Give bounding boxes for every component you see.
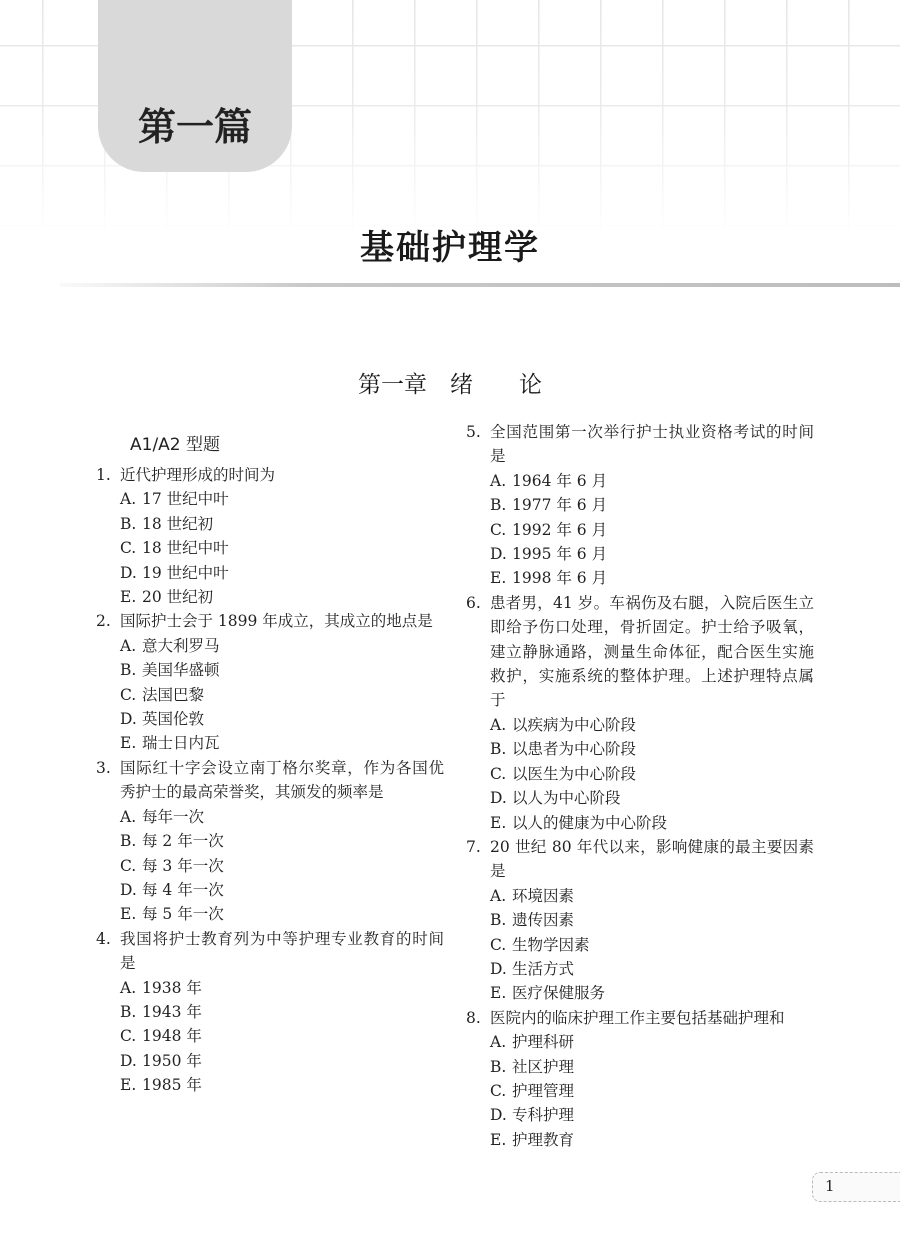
answer-option: [466, 933, 814, 957]
answer-option: [96, 902, 444, 926]
option-text: 英国伦敦: [142, 710, 205, 729]
option-letter: E.: [490, 813, 507, 832]
answer-option: [466, 542, 814, 566]
option-text: 护理科研: [512, 1033, 575, 1052]
question-number: 7.: [466, 837, 481, 856]
answer-option: [96, 1073, 444, 1097]
option-letter: B.: [120, 661, 137, 680]
question-list-left: [96, 463, 444, 1098]
option-text: 美国华盛顿: [142, 661, 220, 680]
question-type-heading: A1/A2 型题: [130, 435, 221, 455]
option-text: 护理教育: [512, 1130, 575, 1149]
option-letter: A.: [120, 490, 137, 509]
answer-option: [96, 536, 444, 560]
option-letter: B.: [490, 1057, 507, 1076]
option-letter: B.: [120, 832, 137, 851]
option-text: 以人为中心阶段: [512, 789, 621, 808]
option-letter: B.: [490, 496, 507, 515]
question-item: [466, 1006, 814, 1030]
option-letter: C.: [120, 1027, 137, 1046]
option-text: 每 3 年一次: [142, 856, 224, 875]
answer-option: [466, 1103, 814, 1127]
option-letter: E.: [120, 588, 137, 607]
option-text: 1948 年: [142, 1027, 202, 1046]
option-text: 1977 年 6 月: [512, 496, 608, 515]
option-text: 环境因素: [512, 886, 575, 905]
answer-option: [466, 713, 814, 737]
option-letter: C.: [490, 1081, 507, 1100]
option-text: 1964 年 6 月: [512, 471, 608, 490]
question-stem: 全国范围第一次举行护士执业资格考试的时间是: [490, 423, 814, 466]
option-letter: D.: [490, 789, 507, 808]
option-text: 每 5 年一次: [142, 905, 224, 924]
question-item: [466, 420, 814, 469]
answer-option: [466, 786, 814, 810]
option-letter: D.: [120, 880, 137, 899]
option-text: 意大利罗马: [142, 636, 220, 655]
option-letter: E.: [490, 569, 507, 588]
answer-option: [96, 634, 444, 658]
question-stem: 20 世纪 80 年代以来，影响健康的最主要因素是: [490, 837, 814, 881]
option-letter: D.: [120, 710, 137, 729]
option-text: 1938 年: [142, 978, 202, 997]
option-letter: B.: [120, 514, 137, 533]
left-column: [96, 430, 444, 1098]
option-letter: A.: [120, 807, 137, 826]
answer-option: [96, 829, 444, 853]
option-letter: B.: [120, 1002, 137, 1021]
option-letter: D.: [120, 1051, 137, 1070]
question-number: 5.: [466, 423, 481, 441]
option-text: 19 世纪中叶: [142, 563, 229, 582]
option-letter: C.: [120, 856, 137, 875]
question-item: [96, 756, 444, 805]
answer-option: [466, 518, 814, 542]
answer-option: [96, 707, 444, 731]
option-text: 以医生为中心阶段: [512, 764, 637, 783]
question-item: [466, 591, 814, 713]
option-text: 遗传因素: [512, 911, 575, 930]
option-text: 1992 年 6 月: [512, 520, 608, 539]
question-list-right: [466, 420, 814, 1152]
option-letter: C.: [120, 539, 137, 558]
answer-option: [466, 493, 814, 517]
header-divider: [60, 283, 900, 287]
answer-option: [466, 811, 814, 835]
answer-option: [96, 561, 444, 585]
answer-option: [466, 1079, 814, 1103]
question-stem: 国际红十字会设立南丁格尔奖章，作为各国优秀护士的最高荣誉奖，其颁发的频率是: [120, 758, 444, 802]
page-number: 1: [812, 1172, 900, 1202]
question-number: 8.: [466, 1008, 481, 1027]
question-stem: 医院内的临床护理工作主要包括基础护理和: [490, 1008, 785, 1027]
answer-option: [466, 1128, 814, 1152]
option-letter: A.: [490, 471, 507, 490]
option-letter: A.: [490, 715, 507, 734]
option-letter: E.: [490, 1130, 507, 1149]
answer-option: [466, 1055, 814, 1079]
answer-option: [466, 884, 814, 908]
answer-option: [96, 1049, 444, 1073]
option-text: 1985 年: [142, 1076, 202, 1095]
option-text: 法国巴黎: [142, 685, 205, 704]
option-text: 1998 年 6 月: [512, 569, 608, 588]
option-letter: B.: [490, 740, 507, 759]
answer-option: [96, 805, 444, 829]
question-number: 6.: [466, 593, 481, 612]
option-text: 专科护理: [512, 1106, 575, 1125]
option-text: 以疾病为中心阶段: [512, 715, 637, 734]
right-column: [466, 420, 814, 1152]
option-letter: C.: [490, 935, 507, 954]
option-letter: A.: [120, 978, 137, 997]
answer-option: [96, 585, 444, 609]
option-letter: D.: [490, 545, 507, 564]
question-number: 2.: [96, 612, 111, 631]
option-text: 18 世纪中叶: [142, 539, 229, 558]
answer-option: [96, 1024, 444, 1048]
question-number: 3.: [96, 758, 111, 777]
answer-option: [96, 878, 444, 902]
option-text: 生物学因素: [512, 935, 590, 954]
option-letter: E.: [120, 734, 137, 753]
option-letter: C.: [120, 685, 137, 704]
option-text: 每 2 年一次: [142, 832, 224, 851]
option-text: 1995 年 6 月: [512, 545, 608, 564]
option-text: 瑞士日内瓦: [142, 734, 220, 753]
answer-option: [466, 737, 814, 761]
question-number: 1.: [96, 466, 111, 484]
option-text: 以患者为中心阶段: [512, 740, 637, 759]
part-title: 第一篇: [137, 105, 252, 149]
option-letter: A.: [490, 886, 507, 905]
answer-option: [96, 487, 444, 511]
option-letter: D.: [490, 1106, 507, 1125]
answer-option: [96, 683, 444, 707]
option-text: 1950 年: [142, 1051, 202, 1070]
answer-option: [466, 957, 814, 981]
option-text: 社区护理: [512, 1057, 575, 1076]
question-stem: 近代护理形成的时间为: [120, 466, 276, 484]
answer-option: [466, 908, 814, 932]
answer-option: [96, 976, 444, 1000]
question-item: [96, 927, 444, 976]
option-letter: E.: [120, 905, 137, 924]
question-stem: 患者男，41 岁。车祸伤及右腿，入院后医生立即给予伤口处理，骨折固定。护士给予吸氧，建立静脉通路，测量生命体征，配合医生实施救护，实施系统的整体护理。上述护理特点属于: [490, 593, 814, 710]
option-text: 18 世纪初: [142, 514, 214, 533]
section-title: 基础护理学: [360, 228, 540, 268]
option-letter: D.: [120, 563, 137, 582]
option-text: 20 世纪初: [142, 588, 214, 607]
question-stem: 我国将护士教育列为中等护理专业教育的时间是: [120, 929, 444, 973]
option-letter: D.: [490, 959, 507, 978]
answer-option: [96, 658, 444, 682]
question-number: 4.: [96, 929, 111, 948]
option-text: 17 世纪中叶: [142, 490, 229, 509]
option-text: 1943 年: [142, 1002, 202, 1021]
answer-option: [466, 1030, 814, 1054]
option-letter: C.: [490, 520, 507, 539]
option-text: 每 4 年一次: [142, 880, 224, 899]
option-letter: E.: [120, 1076, 137, 1095]
chapter-title: 第一章 绪 论: [358, 372, 542, 398]
answer-option: [96, 1000, 444, 1024]
option-text: 医疗保健服务: [512, 984, 606, 1003]
answer-option: [466, 469, 814, 493]
question-stem: 国际护士会于 1899 年成立，其成立的地点是: [120, 612, 433, 631]
part-tab: [98, 0, 292, 172]
option-letter: C.: [490, 764, 507, 783]
answer-option: [466, 566, 814, 590]
question-item: [96, 463, 444, 487]
answer-option: [466, 981, 814, 1005]
question-item: [96, 609, 444, 633]
option-letter: E.: [490, 984, 507, 1003]
answer-option: [96, 512, 444, 536]
answer-option: [96, 731, 444, 755]
option-text: 以人的健康为中心阶段: [512, 813, 668, 832]
option-letter: B.: [490, 911, 507, 930]
answer-option: [96, 854, 444, 878]
question-item: [466, 835, 814, 884]
answer-option: [466, 762, 814, 786]
option-text: 护理管理: [512, 1081, 575, 1100]
option-letter: A.: [490, 1033, 507, 1052]
option-letter: A.: [120, 636, 137, 655]
option-text: 每年一次: [142, 807, 205, 826]
option-text: 生活方式: [512, 959, 575, 978]
